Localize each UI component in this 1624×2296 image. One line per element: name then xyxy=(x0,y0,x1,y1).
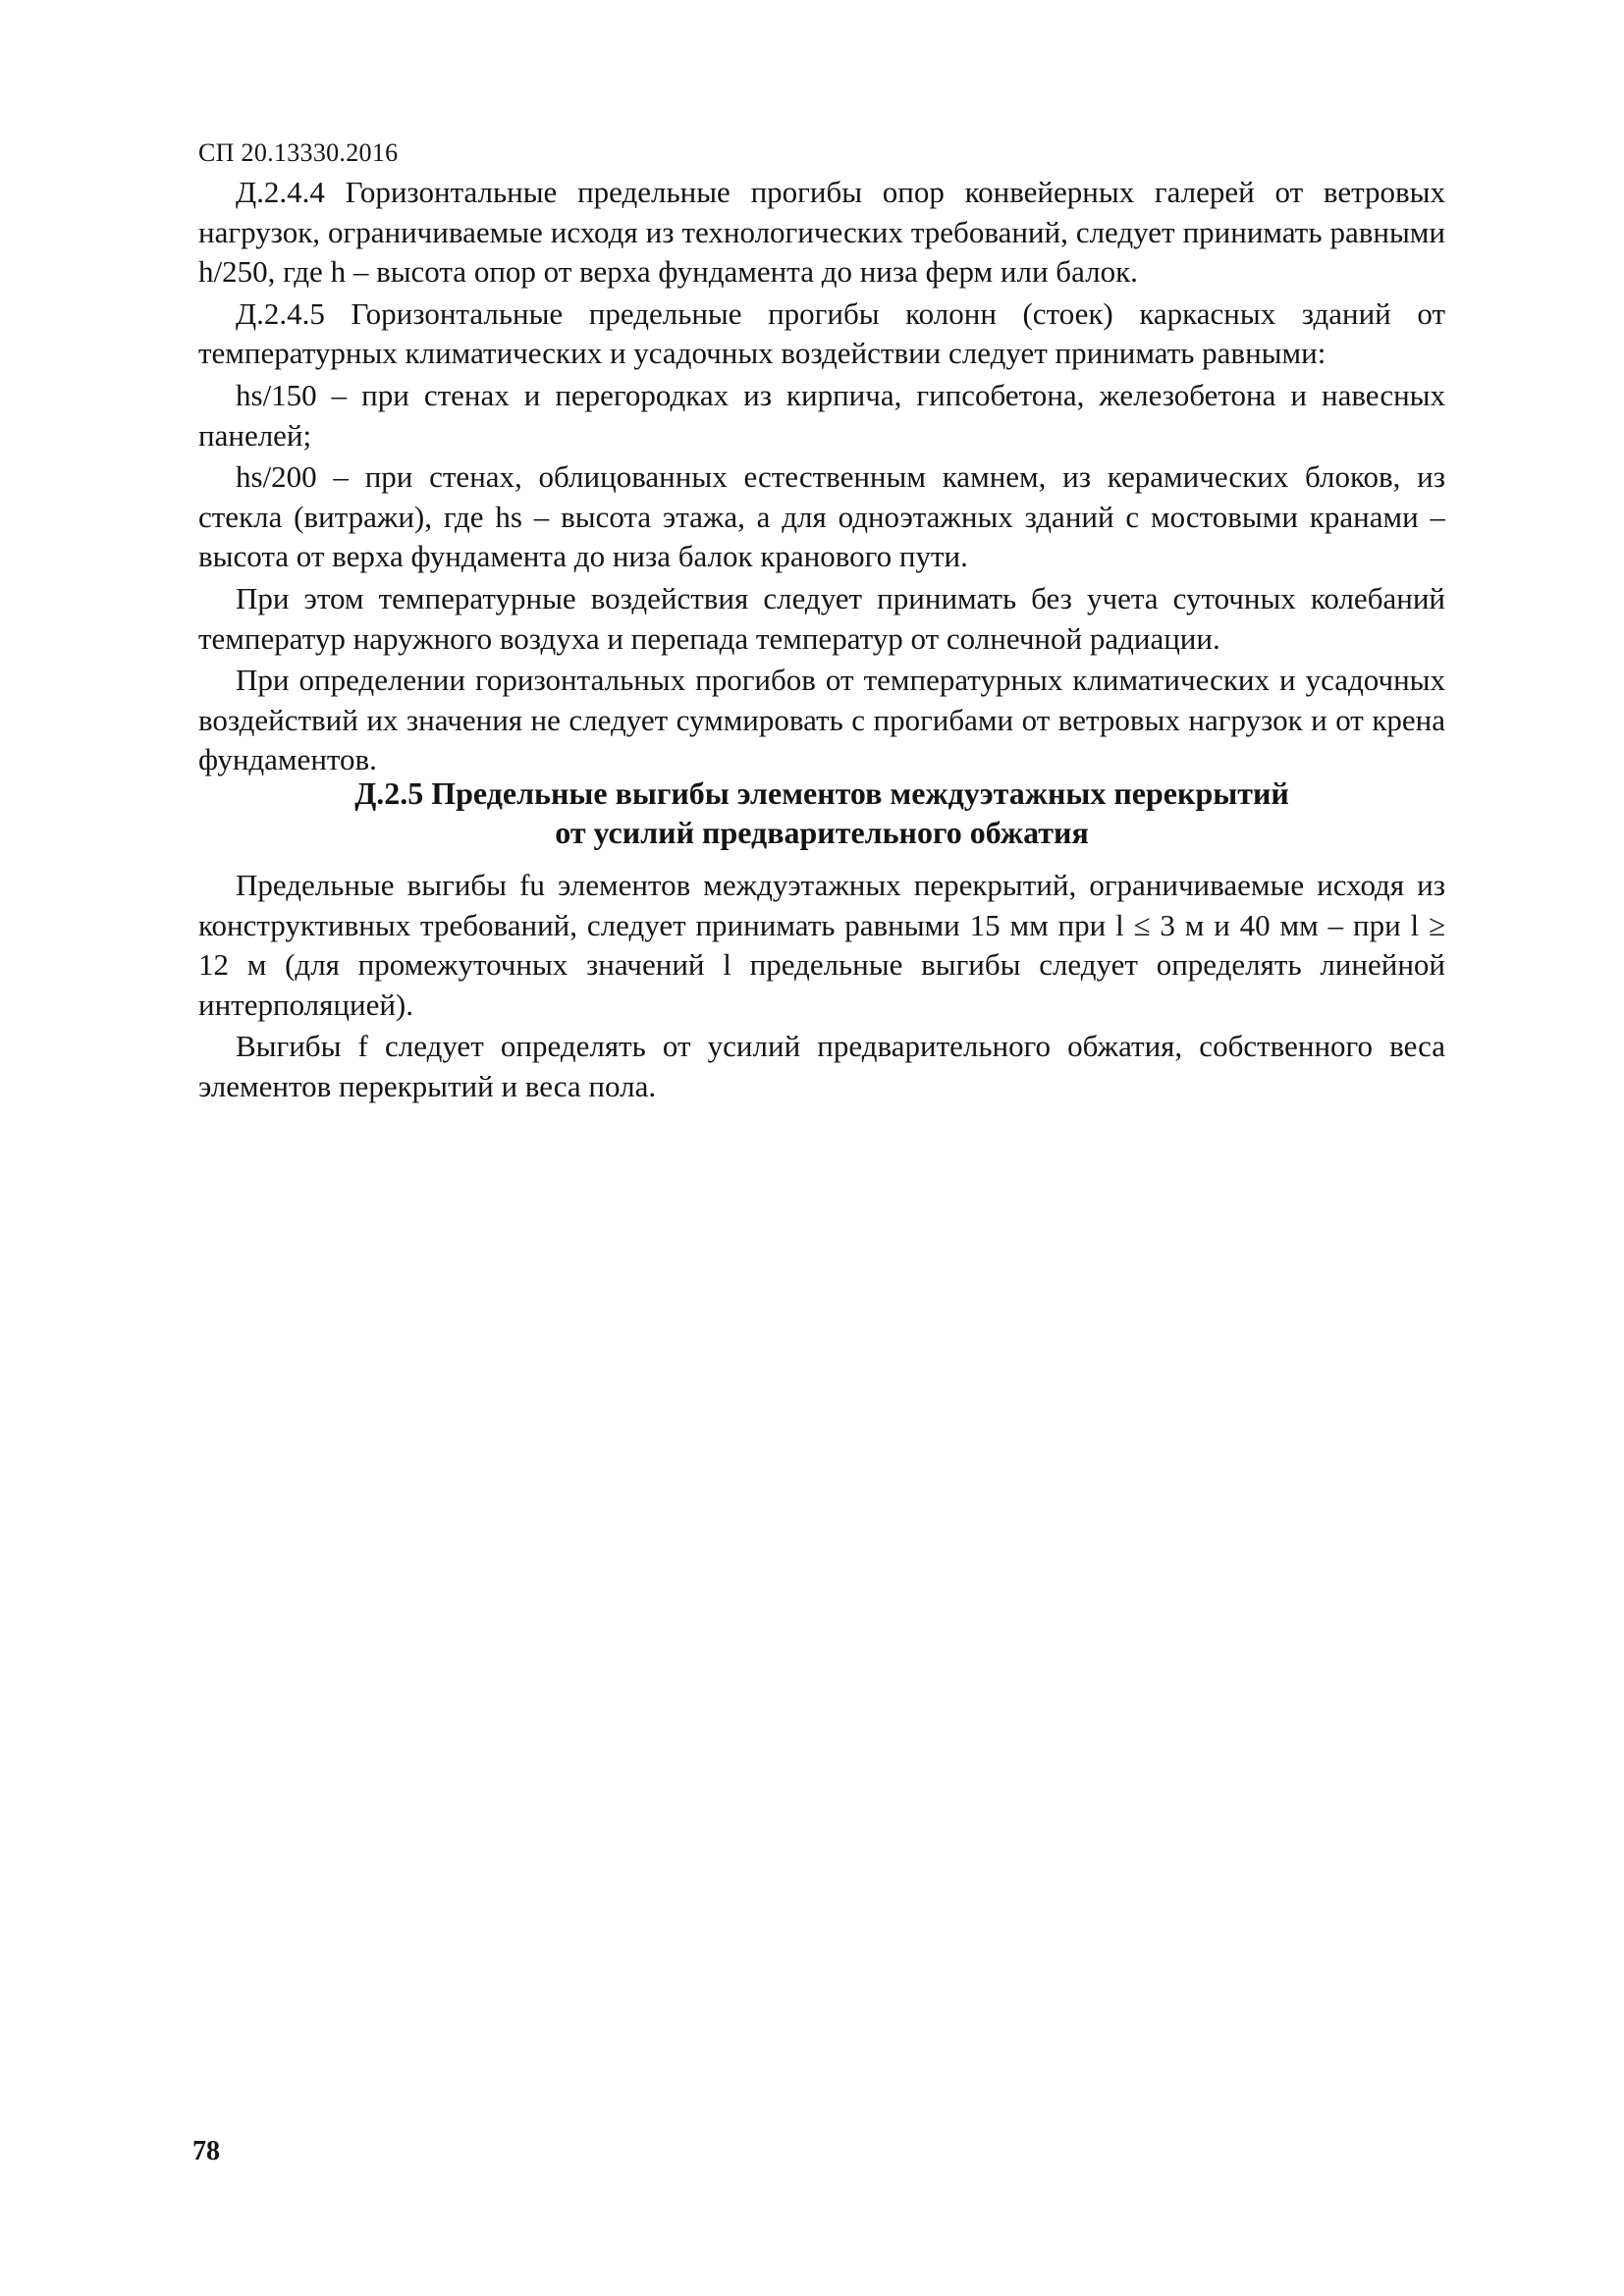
paragraph-temperature-note: При этом температурные воздействия следует принимать без учета суточных колебаний температур наружного воздуха и перепада температур от солнечной радиации. xyxy=(198,580,1445,656)
paragraph-limit-camber: Предельные выгибы fu элементов междуэтажных перекрытий, ограничиваемые исходя из конструктивных требований, следует принимать равными 15 мм при l ≤ 3 м и 40 мм – при l ≥ 12 м (для промежуточных значений l предельные выгибы следует определять линейной интерполяцией). xyxy=(198,868,1445,1022)
paragraph-camber-determination: Выгибы f следует определять от усилий предварительного обжатия, собственного веса элементов перекрытий и веса пола. xyxy=(198,1029,1445,1103)
page-number: 78 xyxy=(192,2136,220,2166)
section-d-2-5-body xyxy=(198,866,1445,1107)
paragraph-summation-note: При определении горизонтальных прогибов от температурных климатических и усадочных воздействий их значения не следует суммировать с прогибами от ветровых нагрузок и от крена фундаментов. xyxy=(198,663,1445,777)
paragraph-d-2-4-4: Д.2.4.4 Горизонтальные предельные прогибы опор конвейерных галерей от ветровых нагрузок, ограничиваемые исходя из технологических требований, следует принимать равными h/250, где h – высота опор от верха фундамента до низа ферм или балок. xyxy=(198,175,1445,290)
paragraph-d-2-4-5-intro: Д.2.4.5 Горизонтальные предельные прогибы колонн (стоек) каркасных зданий от температурных климатических и усадочных воздействии следует принимать равными: xyxy=(198,295,1445,371)
paragraph-hs-200: hs/200 – при стенах, облицованных естественным камнем, из керамических блоков, из стекла (витражи), где hs – высота этажа, а для одноэтажных зданий с мостовыми кранами – высота от верха фундамента до низа балок кранового пути. xyxy=(198,459,1445,574)
section-heading-d-2-5 xyxy=(198,774,1445,852)
section-heading-line-2: от усилий предварительного обжатия xyxy=(555,815,1089,850)
section-heading-line-1: Д.2.5 Предельные выгибы элементов междуэтажных перекрытий xyxy=(354,775,1289,811)
paragraph-hs-150: hs/150 – при стенах и перегородках из кирпича, гипсобетона, железобетона и навесных панелей; xyxy=(198,377,1445,453)
section-d-2-4 xyxy=(198,173,1445,780)
document-code: СП 20.13330.2016 xyxy=(198,138,399,167)
